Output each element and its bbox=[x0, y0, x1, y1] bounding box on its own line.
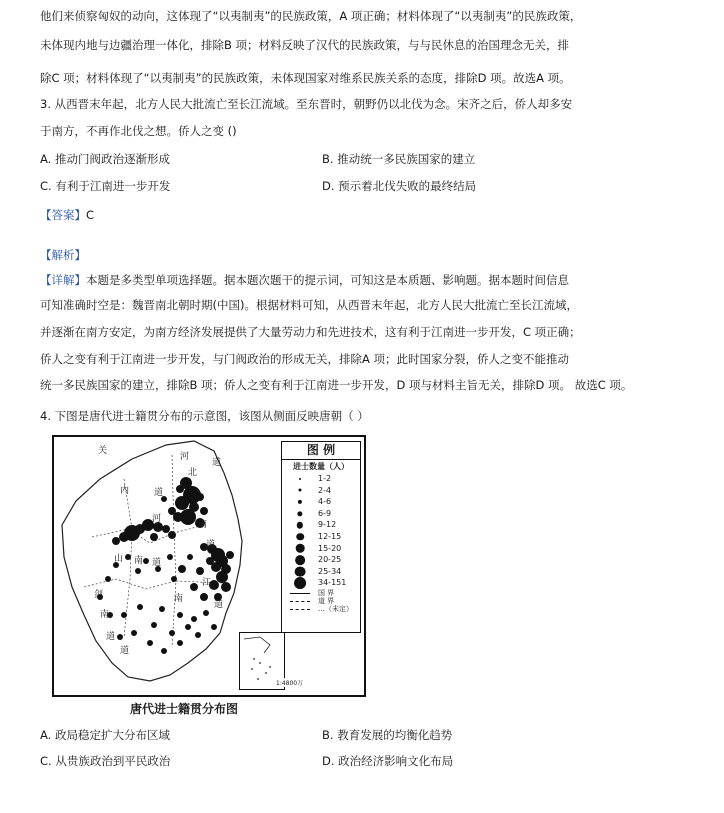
answer-value: C bbox=[86, 208, 95, 222]
legend-dot bbox=[298, 489, 301, 492]
jinshi-dot bbox=[203, 610, 209, 616]
legend-label: 9-12 bbox=[318, 520, 337, 530]
paragraph-line: 除C 项；材料体现了“以夷制夷”的民族政策，未体现国家对维系民族关系的态度，排除D 项。故选A 项。 bbox=[40, 71, 571, 85]
option-d: D. 预示着北伐失败的最终结局 bbox=[322, 179, 477, 193]
legend-row bbox=[282, 543, 360, 555]
legend-dot bbox=[294, 577, 306, 589]
paragraph-line: 他们来侦察匈奴的动向，这体现了“以夷制夷”的民族政策，A 项正确；材料体现了“以夷制夷”的民族政策， bbox=[40, 9, 582, 23]
legend-label: 6-9 bbox=[318, 508, 332, 518]
option-b: B. 教育发展的均衡化趋势 bbox=[322, 728, 453, 742]
legend-row bbox=[282, 508, 360, 520]
jinshi-dot bbox=[216, 571, 228, 583]
map-legend bbox=[281, 441, 361, 633]
legend-line-label: …（未定） bbox=[318, 604, 353, 613]
jinshi-dot bbox=[112, 537, 120, 545]
answer-label: 【答案】 bbox=[40, 208, 86, 222]
jinshi-dot bbox=[175, 496, 189, 510]
legend-row bbox=[282, 531, 360, 543]
detail-line: 可知准确时空是：魏晋南北朝时期(中国)。根据材料可知，从西晋末年起，北方人民大批流亡至长江流域， bbox=[40, 298, 578, 312]
jinshi-dot bbox=[171, 576, 177, 582]
jinshi-dot bbox=[169, 630, 175, 636]
jinshi-dot bbox=[221, 582, 231, 592]
jinshi-dot bbox=[125, 554, 131, 560]
legend-dot bbox=[297, 522, 303, 528]
jinshi-dot bbox=[177, 612, 183, 618]
legend-label: 1-2 bbox=[318, 474, 332, 483]
map-label: 河 bbox=[180, 452, 190, 462]
map-label: 北 bbox=[188, 468, 198, 478]
question-4-stem: 4. 下图是唐代进士籍贯分布的示意图，该图从侧面反映唐朝（ ） bbox=[40, 409, 369, 423]
jinshi-dot bbox=[119, 532, 129, 542]
jinshi-dot bbox=[135, 568, 141, 574]
jinshi-dot bbox=[200, 593, 208, 601]
map-label: 道 bbox=[206, 540, 216, 550]
jinshi-dot bbox=[206, 557, 214, 565]
detail-label: 【详解】 bbox=[40, 273, 86, 287]
jinshi-dot bbox=[200, 507, 208, 515]
legend-row bbox=[282, 473, 360, 485]
jinshi-dot bbox=[187, 554, 193, 560]
legend-dot bbox=[299, 478, 301, 480]
legend-subtitle: 进士数量（人） bbox=[293, 462, 349, 471]
legend-label: 4-6 bbox=[318, 497, 332, 507]
question-3-stem: 3. 从西晋末年起，北方人民大批流亡至长江流域。至东晋时，朝野仍以北伐为念。宋齐之后，侨人却多安 bbox=[40, 97, 573, 111]
option-c: C. 从贵族政治到平民政治 bbox=[40, 754, 171, 768]
map-label: 南 bbox=[134, 556, 144, 566]
detail-line: 侨人之变有利于江南进一步开发，与门阀政治的形成无关，排除A 项；此时国家分裂，侨人之变不能推动 bbox=[40, 352, 570, 366]
legend-dot bbox=[296, 533, 304, 541]
map-label: 江 bbox=[202, 578, 212, 588]
jinshi-dot bbox=[150, 533, 158, 541]
jinshi-dot bbox=[151, 622, 157, 628]
map-label: 南 bbox=[174, 594, 184, 604]
option-c: C. 有利于江南进一步开发 bbox=[40, 179, 171, 193]
legend-label: 2-4 bbox=[318, 485, 332, 495]
legend-row bbox=[282, 519, 360, 531]
jinshi-dot bbox=[147, 640, 153, 646]
jinshi-dot bbox=[159, 606, 165, 612]
tang-jinshi-map bbox=[52, 435, 366, 697]
jinshi-dot bbox=[161, 648, 167, 654]
answer-line bbox=[40, 207, 94, 223]
legend-line-label: 国 界 bbox=[318, 588, 335, 597]
map-label: 关 bbox=[98, 446, 108, 456]
map-label: 道 bbox=[120, 646, 130, 656]
scale-text: 1:4800万 bbox=[276, 680, 304, 687]
analysis-label: 【解析】 bbox=[40, 248, 86, 262]
detail-line: 统一多民族国家的建立，排除B 项；侨人之变有利于江南进一步开发，D 项与材料主旨无关，排除D 项。 故选C 项。 bbox=[40, 378, 633, 392]
legend-line-label: 道 界 bbox=[318, 596, 335, 605]
map-label: 南 bbox=[100, 610, 110, 620]
option-a: A. 推动门阀政治逐渐形成 bbox=[40, 152, 170, 166]
jinshi-dot bbox=[143, 558, 149, 564]
legend-rows bbox=[282, 473, 360, 589]
jinshi-dot bbox=[121, 612, 127, 618]
option-d: D. 政治经济影响文化布局 bbox=[322, 754, 454, 768]
paragraph-line: 未体现内地与边疆治理一体化，排除B 项；材料反映了汉代的民族政策，与与民休息的治国理念无关，排 bbox=[40, 38, 570, 52]
jinshi-dot bbox=[195, 632, 201, 638]
map-label: 道 bbox=[106, 632, 116, 642]
legend-title: 图 例 bbox=[282, 442, 360, 460]
legend-dot bbox=[296, 544, 305, 553]
map-label: 剑 bbox=[94, 590, 104, 600]
legend-dot bbox=[298, 500, 302, 504]
legend-dot bbox=[295, 555, 305, 565]
jinshi-dot bbox=[131, 630, 137, 636]
jinshi-dot bbox=[167, 554, 173, 560]
legend-label: 34-151 bbox=[318, 578, 347, 588]
legend-row bbox=[282, 485, 360, 497]
detail-line bbox=[40, 272, 569, 288]
jinshi-dot bbox=[226, 551, 234, 559]
jinshi-dot bbox=[196, 567, 204, 575]
map-label: 道 bbox=[214, 600, 224, 610]
map-label: 山 bbox=[114, 554, 124, 564]
map-label: 道 bbox=[154, 488, 164, 498]
jinshi-dot bbox=[191, 616, 197, 622]
map-label: 道 bbox=[212, 458, 222, 468]
jinshi-dot bbox=[211, 624, 217, 630]
jinshi-dot bbox=[177, 640, 183, 646]
map-label: 南 bbox=[198, 520, 208, 530]
jinshi-dot bbox=[117, 634, 123, 640]
legend-dot bbox=[295, 566, 306, 577]
legend-dot bbox=[297, 511, 302, 516]
jinshi-dot bbox=[185, 624, 191, 630]
option-b: B. 推动统一多民族国家的建立 bbox=[322, 152, 476, 166]
option-a: A. 政局稳定扩大分布区域 bbox=[40, 728, 170, 742]
legend-label: 12-15 bbox=[318, 531, 342, 541]
detail-line: 并逐渐在南方安定，为南方经济发展提供了大量劳动力和先进技术，这有利于江南进一步开发，C 项正确； bbox=[40, 325, 581, 339]
jinshi-dot bbox=[137, 604, 143, 610]
legend-row bbox=[282, 566, 360, 578]
jinshi-dot bbox=[168, 507, 176, 515]
jinshi-dot bbox=[105, 576, 111, 582]
legend-label: 20-25 bbox=[318, 555, 342, 565]
jinshi-dot bbox=[190, 583, 198, 591]
map-label: 道 bbox=[152, 558, 162, 568]
detail-text: 本题是多类型单项选择题。据本题次题干的提示词，可知这是本质题、影响题。据本题时间信息 bbox=[86, 273, 569, 287]
legend-row bbox=[282, 554, 360, 566]
legend-label: 15-20 bbox=[318, 543, 342, 553]
jinshi-dot bbox=[168, 531, 176, 539]
jinshi-dot bbox=[162, 525, 170, 533]
legend-line-row bbox=[282, 605, 360, 613]
question-3-stem: 于南方，不再作北伐之想。侨人之变 () bbox=[40, 124, 237, 138]
figure-caption: 唐代进士籍贯分布图 bbox=[130, 702, 239, 716]
legend-row bbox=[282, 496, 360, 508]
jinshi-dot bbox=[178, 565, 186, 573]
map-label: 内 bbox=[120, 486, 130, 496]
map-label: 河 bbox=[152, 514, 162, 524]
jinshi-dot bbox=[196, 493, 204, 501]
legend-label: 25-34 bbox=[318, 566, 342, 576]
